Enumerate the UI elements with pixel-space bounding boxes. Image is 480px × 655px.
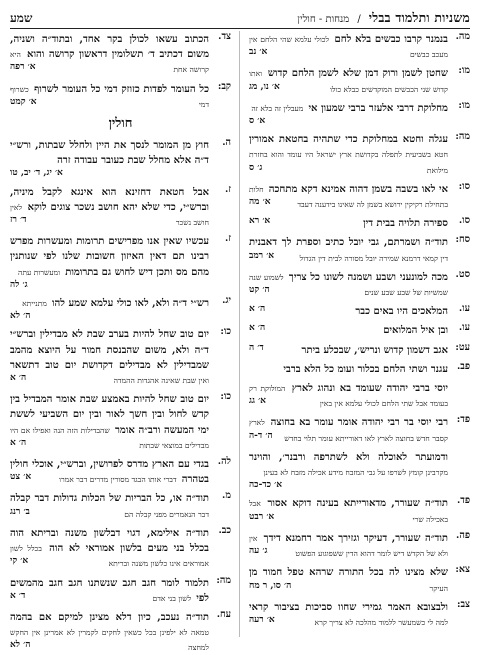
index-entry — [249, 361, 470, 376]
entry-body — [249, 31, 448, 61]
entry-volume-reference: א׳ מה — [249, 197, 271, 208]
entry-note-text: מקרבינן קומץ לשרפו על גבי המזבח מידע אכילה מזבח לא בעינן — [263, 468, 448, 478]
entry-page-number: עט: — [455, 341, 470, 353]
entry-page-number: פה. — [456, 529, 470, 541]
entry-note-text: לאין חושב נשכר — [10, 202, 209, 228]
entry-main-text: המלאכים היו באים כבר — [355, 306, 448, 318]
entry-page-number: סו. — [458, 215, 470, 227]
entry-page-number: סו: — [458, 180, 470, 192]
entry-note-text: ואתו קדוש שני הכבשים המוקדשים כבלא כולו — [249, 69, 448, 94]
index-entry — [249, 31, 470, 61]
entry-main-text: בנמנר קרבו כבשים בלא לחם — [334, 34, 449, 45]
entry-body — [10, 490, 209, 520]
entry-note-text: ואין שבת שאינה אהגדות ההמדה — [113, 376, 209, 386]
chapter-title: חולין — [108, 116, 133, 132]
entry-note-text: חטא בשביעית לתפלה בקדושת ארץ ישראל היו עומד והוא בחזרת מילואת — [249, 150, 448, 175]
entry-body — [10, 137, 209, 180]
entry-volume-reference: א׳ רא — [249, 216, 271, 227]
entry-body — [249, 303, 448, 318]
entry-note-text: ומעשרות עתה — [17, 267, 61, 277]
entry-volume-reference: ה׳ סו, ר מח — [249, 580, 292, 591]
index-entry — [249, 449, 470, 492]
entry-main-text: שחטן לשמן ורוק דמן שלא לשמן הלחם קדוש — [267, 68, 448, 80]
entry-main-text: יום טוב שחל להיות בערב שבת לא מבדילין וברש״י ד״ה ולא, משום שהבנסת חמור על היוצא מהמב שמבדילין לא מבדילים דקדושת יום טוב דתשאר — [10, 329, 209, 371]
entry-note-text: שהבדילות הזה הנה ואפילו אם היו מבדילים במוצאי שבתות — [10, 425, 209, 450]
entry-page-number: מה. — [455, 31, 470, 42]
entry-page-number: עח. — [216, 608, 231, 620]
entry-note-text: מתנייתא — [22, 299, 47, 309]
entry-page-number: כו: — [220, 326, 231, 338]
index-entry — [249, 181, 470, 211]
entry-main-text: חוץ מן המומר לנסך את היין ולחלל שבתות, ורש״י ד״ה אלא מחלל שבת כעובר עבודה זרה — [10, 140, 209, 167]
entry-page-number: מו: — [458, 65, 470, 77]
entry-page-number: עו. — [458, 322, 470, 334]
entry-page-number: קב: — [217, 80, 231, 92]
entry-page-number: מה: — [216, 574, 231, 586]
entry-main-text: מכה למונעני ושבע ושמנה לשונו כל צריך — [288, 271, 448, 283]
entry-main-text: ודמועתר לאוכלה ולא לשתרפה ורבנר׳, והוינר — [249, 451, 448, 463]
entry-main-text: רש״י ד״ה ולא, לאו כולי עלמא שמע להו — [51, 298, 209, 310]
entry-body — [249, 131, 448, 177]
entry-body — [249, 342, 448, 357]
entry-note-text: מעבלין זה בלא זה — [251, 103, 304, 113]
index-entry — [249, 414, 470, 444]
index-entry — [249, 269, 470, 299]
entry-body — [10, 295, 209, 322]
entry-main-text: תוד״ה או, כל הבריות של הכלות גדולות דבר קבלה — [10, 493, 209, 505]
index-entry — [10, 609, 231, 655]
entry-page-number: ז. — [225, 233, 231, 245]
index-entry — [10, 326, 231, 387]
index-entry — [249, 342, 470, 357]
entry-volume-reference: א׳ רמב — [249, 250, 275, 261]
entry-main-text: ספירה תלויה בבית דין — [363, 218, 448, 230]
entry-note-text: טמאה לא ילפינן בכל כשאין לחקים לקמרין לא אמרינן אין החקש למחצה — [10, 628, 209, 653]
index-entry — [249, 495, 470, 525]
index-entry — [10, 137, 231, 180]
book-title: משניות ותלמוד בבלי — [368, 10, 470, 25]
entry-volume-reference: ג׳ ס — [249, 162, 263, 173]
entry-main-text: מחלוקת דרבי אלעזר ברבי שמעון אי — [308, 102, 448, 114]
entry-body — [249, 495, 448, 525]
entry-note-text: אבל באכילה שרי — [249, 499, 448, 524]
entry-note-text: העיקר — [429, 583, 448, 593]
entry-note-text: דין קמאי דרמנא שמירה יובל מסורה לבית דין הגדול — [299, 253, 448, 263]
entry-volume-reference: א׳ צט — [10, 472, 32, 483]
index-entry — [249, 530, 470, 560]
entry-main-text: תוד״ה נעכב, כיון דלא מצינן למיקם אם בהמה — [10, 611, 209, 623]
entry-main-text: כל העומר לפדות כזוזק דמי כל העומר לשרוף — [34, 83, 209, 95]
entry-body — [10, 31, 209, 77]
index-entry — [249, 599, 470, 629]
entry-note-text: למה לי כשמעשר ללמוד מהלכה לא צריך קרא — [314, 617, 448, 627]
index-entry — [10, 81, 231, 111]
entry-page-number: כו: — [220, 391, 231, 403]
entry-body — [249, 181, 448, 211]
header-separator: / — [357, 14, 361, 25]
entry-main-text: יום טוב שחל להיות באמצע שבת אומר המבדיל בין קדש לחול ובין חשך לאור ובין יום השביעי לששת ימי המעשה ורב״ה אומר — [10, 394, 209, 436]
entry-note-text: אין ולא של הקדש דיש לומר דהוא הדין ששפוגוע הפשוט — [249, 533, 448, 559]
entry-body — [249, 564, 448, 594]
entry-body — [249, 215, 448, 230]
entry-volume-reference: א׳ קמט — [10, 96, 37, 107]
index-entry — [10, 575, 231, 605]
entry-volume-reference: א׳ רפה — [10, 62, 36, 73]
index-entry — [249, 380, 470, 410]
entry-volume-reference: א׳ קי — [10, 556, 29, 567]
entry-volume-reference: ד׳ א — [10, 590, 26, 601]
entry-body — [249, 380, 448, 410]
entry-page-number: מ. — [222, 490, 231, 502]
entry-page-number: מו: — [458, 99, 470, 111]
index-entry — [10, 391, 231, 452]
entry-main-text: תלמוד לומר חגב חגב שנשתנו חגב חגב מהמשים לפי — [10, 577, 209, 604]
entry-body — [10, 391, 209, 452]
index-entry — [10, 295, 231, 322]
index-entry — [10, 490, 231, 520]
entry-body — [249, 449, 448, 492]
entry-volume-reference: א׳ יג, ד׳ יב, טו — [10, 168, 63, 179]
index-entry — [249, 234, 470, 264]
entry-main-text: יוסי ברבי יהודה שעומד בא ונהוג לארץ — [291, 383, 449, 395]
entry-volume-reference: ה׳ א — [10, 437, 27, 448]
entry-page-number: פד: — [456, 414, 470, 426]
entry-body — [10, 326, 209, 387]
index-entry — [249, 215, 470, 230]
entry-page-number: עו. — [458, 303, 470, 315]
page-header — [10, 4, 470, 29]
left-column-bottom-entries — [10, 137, 231, 655]
index-entry — [10, 184, 231, 230]
book-subtitle: מנחות - חולין — [297, 14, 350, 25]
entry-volume-reference: א׳ ס — [249, 116, 266, 127]
entry-page-number: מה: — [455, 131, 470, 143]
entry-note-text: דברי אותו הבגד מסורין מדרים דבר אמרו — [59, 475, 177, 485]
index-entry — [10, 525, 231, 571]
entry-volume-reference: א׳ רבט — [249, 511, 275, 522]
index-entry — [249, 303, 470, 318]
entry-volume-reference: ב׳ רנג — [10, 506, 30, 517]
entry-main-text: תוד״ה שעורר, מדאורייתא בעינה דוקא אסור — [267, 498, 448, 510]
entry-main-text: ולבצובא האמר גמירי שחוו סביכות בציבור קראי — [249, 601, 448, 613]
entry-main-text: עגנר ושתי הלחם בכלור ועומ כל הלא ברבי — [283, 363, 448, 375]
entry-page-number — [448, 380, 470, 410]
entry-volume-reference: א׳ גג — [249, 396, 266, 407]
entry-note-text: כשרוף דמי — [10, 84, 209, 109]
entry-page-number — [448, 449, 470, 492]
entry-body — [10, 575, 209, 605]
entry-page-number: צא: — [455, 564, 470, 576]
entry-body — [249, 234, 448, 264]
entry-body — [249, 100, 448, 127]
entry-volume-reference: ג׳ עה — [249, 546, 268, 557]
entry-body — [249, 269, 448, 299]
entry-page-number: צד. — [218, 31, 231, 42]
entry-page-number: פד. — [456, 495, 470, 507]
entry-body — [249, 361, 448, 376]
index-entry — [249, 131, 470, 177]
entry-body — [249, 599, 448, 629]
entry-volume-reference: א׳ נו, מג — [249, 81, 280, 92]
entry-volume-reference: ד׳ רז — [10, 215, 27, 226]
entry-page-number: סח: — [455, 234, 470, 246]
entry-main-text: רבי יוסי בר רבי יהודה אומר עומר בא בחוצה — [270, 417, 448, 429]
entry-note-text: המולוקת רק בעומד אבל שתי הלחם לכולי עלמא אין באין — [249, 384, 448, 409]
header-title-group — [297, 7, 470, 26]
entry-volume-reference: ה׳ א — [10, 373, 27, 384]
entry-page-number: כב. — [218, 524, 231, 536]
entry-main-text: אי לאו בשבה בשמן דהוה אמינא דקא מתחכה — [268, 183, 448, 195]
entry-note-text: לכולי עלמא שהי הלחם אין מעכב כבשים — [249, 35, 448, 60]
index-entry — [249, 322, 470, 337]
entry-volume-reference: ה׳ לא — [10, 640, 31, 651]
entry-body — [249, 414, 448, 444]
entry-volume-reference: ה׳ ד-ה — [249, 430, 273, 441]
section-label: שמע — [10, 11, 33, 25]
entry-main-text: עגלה וחטא במחלוקת כדי שתהיה בחטאת אמורין — [249, 134, 448, 146]
entry-note-text: לארץ קסבר חדש בחוצה לארץ לאו דאורייתא עומר תלוי בחדש — [249, 418, 448, 443]
index-entry — [10, 456, 231, 486]
entry-volume-reference: ה׳ א — [249, 323, 266, 334]
entry-main-text: שלא מצינו לה בכל התורה שרהא טפל חמור מן — [249, 567, 448, 579]
entry-volume-reference: ה׳ לא — [10, 311, 31, 322]
entry-main-text: אבל חטאת דחזינא הוא אינגא לקבל מיניה, וברש״י, כדי שלא יהא חושב נשכר צוגים לוקא — [10, 186, 209, 213]
index-entry — [10, 233, 231, 291]
entry-page-number: לה. — [217, 456, 231, 468]
entry-body — [249, 322, 448, 337]
entry-note-text: חלות בתחילת רקיקין ירושא בשמן לה שאינו בידענה דעבד — [249, 184, 448, 210]
entry-main-text: תוד״ה שעורר, דעיקר וגזירך אמר רחמנא דידך — [263, 532, 448, 544]
entry-volume-reference: א׳ כד-כה — [249, 480, 283, 491]
entry-body — [249, 530, 448, 560]
entry-body — [10, 233, 209, 291]
index-entry — [249, 100, 470, 127]
entry-main-text: הכתוב עשאו לכולן בקר אחד, ובתוד״ה ושניה, משום דכתיב ד׳ תשלומין דראשון קרושה והוא — [10, 34, 209, 61]
entry-note-text: בכלל לשון אמוראים אינו כלשון משנה ובריתא — [10, 544, 209, 569]
left-column — [10, 31, 231, 653]
entry-body — [10, 525, 209, 571]
entry-volume-reference: ד׳ ה — [249, 342, 264, 353]
entry-main-text: בגדי עם הארץ מדרס לפרושין, וברש״י, אוכלי חולין בטהרה — [10, 459, 209, 486]
entry-main-text: ובן איל המלואים — [383, 325, 448, 337]
entry-volume-reference: א׳ רעה — [249, 614, 275, 625]
entry-main-text: תוד״ה אילימא, דגוי דבלשון משנה ובריתא הוה בכלל בני מעים בלשון אמוראי לא הוה — [10, 527, 209, 555]
entry-note-text: היא קרושה אחת — [10, 50, 209, 75]
entry-page-number: צב: — [456, 598, 470, 610]
entry-main-text: אגב דשמון קדוש ונריש׳, שבכלע ביתר — [301, 344, 448, 356]
entry-body — [10, 609, 209, 655]
entry-note-text: לשון בני אדם — [152, 593, 192, 603]
entry-page-number: פב. — [456, 360, 470, 372]
index-entry — [10, 31, 231, 77]
index-entry — [249, 564, 470, 594]
entry-page-number: יג. — [222, 295, 231, 307]
entry-volume-reference: א׳ נב — [249, 47, 268, 58]
entry-page-number: ה. — [222, 137, 231, 149]
index-entry — [249, 65, 470, 95]
entry-volume-reference: ג׳ לה — [10, 279, 28, 290]
right-column — [249, 31, 470, 637]
columns — [10, 31, 470, 653]
entry-body — [10, 184, 209, 230]
entry-page-number: ז. — [225, 183, 231, 195]
entry-main-text: עכשיו שאין אנו מפרישים תרומות ומעשרות מפרש רבינו תם דאין האיזון חשובות שלנו לפי שנותנין מהם מס ותכן דיש לחוש גם בתרומות — [10, 236, 209, 278]
entry-volume-reference: ה׳ א — [249, 304, 266, 315]
left-column-top-entries — [10, 31, 231, 111]
entry-body — [249, 65, 448, 95]
entry-note-text: דבר הנאמרים מפני קבלה הם — [124, 509, 209, 519]
entry-page-number: סט. — [455, 268, 470, 280]
entry-body — [10, 81, 209, 111]
entry-note-text: לשמוע שנה שמשיות של שבע שבע שנים — [249, 272, 448, 298]
entry-volume-reference: ה׳ קט — [249, 285, 270, 296]
entry-body — [10, 456, 209, 486]
entry-main-text: תוד״ה ושמרתם, גבי יובל כתיב וספרת לך דאבנית — [249, 237, 448, 249]
